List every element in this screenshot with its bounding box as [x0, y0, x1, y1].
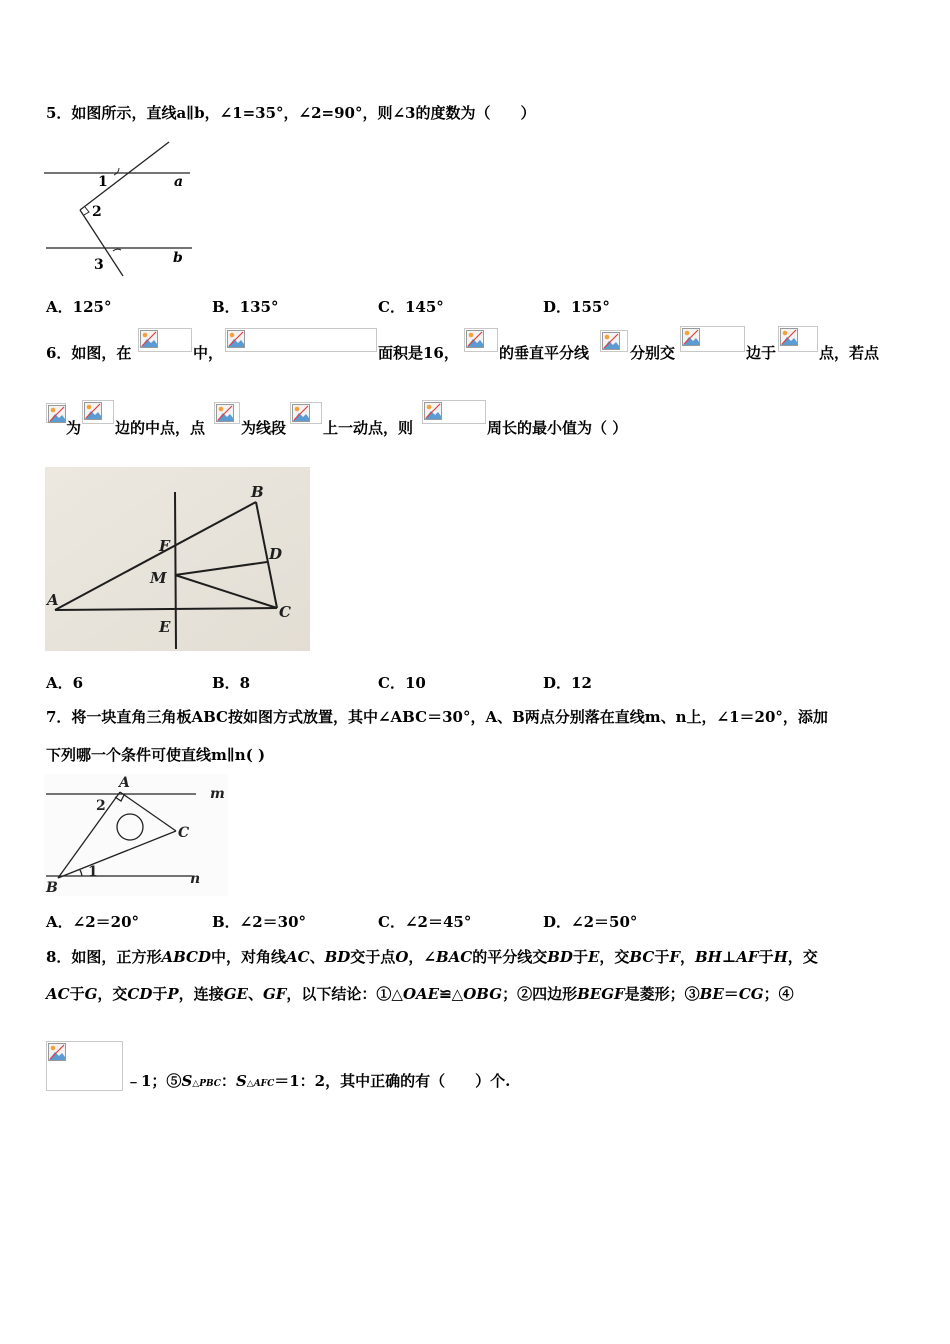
q8-math: BAC	[435, 948, 473, 966]
q8-text: ；②四边形	[502, 985, 578, 1003]
q8-subscript: △PBC	[192, 1079, 221, 1089]
q6-label-d: D	[269, 545, 283, 563]
q8-text: ，交	[787, 948, 818, 966]
q8-text: ，交	[97, 985, 128, 1003]
q5-option-d: D．155°	[543, 298, 610, 316]
q8-subscript: △AFC	[246, 1079, 275, 1089]
q8-math: GE	[223, 985, 248, 1003]
q7-label-n: n	[190, 871, 201, 887]
q5-figure	[42, 138, 197, 280]
q8-math: H	[773, 948, 788, 966]
q6-text-7: 点，若点	[819, 344, 880, 362]
q5-label-2: 2	[92, 204, 102, 220]
q6-label-a: A	[47, 591, 59, 609]
q8-text: ，∠	[408, 948, 436, 966]
q6-label-e: E	[159, 618, 171, 636]
q7-figure	[44, 774, 228, 896]
q8-text: ＝1：2，其中正确的有（ ）个.	[274, 1072, 511, 1090]
broken-image	[680, 326, 745, 352]
broken-image	[422, 400, 486, 424]
q8-math: OBG	[463, 985, 503, 1003]
q8-text: ，	[679, 948, 695, 966]
q6-text-10: 为线段	[241, 419, 287, 437]
q6-label-m: M	[150, 569, 167, 587]
q5-label-b: b	[173, 250, 183, 266]
q8-math: BD	[547, 948, 573, 966]
q6-text-5: 分别交	[630, 344, 676, 362]
q8-text: 、	[247, 985, 263, 1003]
q8-math: F	[669, 948, 680, 966]
q8-math: BC	[629, 948, 655, 966]
broken-image	[464, 328, 498, 352]
q8-text: 的平分线交	[472, 948, 548, 966]
q8-text: ，连接	[178, 985, 224, 1003]
broken-image-icon	[48, 1043, 66, 1061]
q8-text: 是菱形；③	[624, 985, 700, 1003]
q5-label-3: 3	[94, 257, 104, 273]
q7-option-a: A．∠2＝20°	[46, 913, 140, 931]
q8-text: 交于点	[350, 948, 396, 966]
q5-option-a: A．125°	[46, 298, 112, 316]
q8-math: S	[181, 1072, 193, 1090]
q5-option-b: B．135°	[212, 298, 279, 316]
q7-label-c: C	[178, 825, 190, 841]
q8-text: 于	[69, 985, 85, 1003]
q8-text: 8．如图，正方形	[46, 948, 162, 966]
q8-math: BE	[699, 985, 724, 1003]
q6-figure	[45, 467, 310, 651]
broken-image	[600, 330, 628, 352]
broken-image-icon	[780, 328, 798, 346]
q8-text: 于	[572, 948, 588, 966]
q8-line3	[126, 1070, 510, 1091]
q8-math: AF	[736, 948, 759, 966]
q8-math: O	[395, 948, 409, 966]
q8-math: ABCD	[161, 948, 211, 966]
q8-text: 于	[758, 948, 774, 966]
q8-text: ：	[220, 1072, 236, 1090]
q8-math: CG	[738, 985, 764, 1003]
q8-math: BEGF	[577, 985, 625, 1003]
broken-image	[778, 326, 818, 352]
q7-option-b: B．∠2＝30°	[212, 913, 307, 931]
q8-text: ＝	[723, 985, 739, 1003]
broken-image	[290, 402, 322, 424]
q7-option-c: C．∠2＝45°	[378, 913, 472, 931]
q5-label-1: 1	[98, 174, 108, 190]
broken-image-icon	[227, 330, 245, 348]
q6-text-9: 边的中点，点	[115, 419, 206, 437]
broken-image	[46, 403, 66, 423]
q8-math: OAE	[402, 985, 440, 1003]
broken-image	[214, 402, 240, 424]
q6-text-4: 的垂直平分线	[499, 344, 590, 362]
q8-text: ，交	[599, 948, 630, 966]
broken-image-icon	[424, 402, 442, 420]
q8-math: G	[84, 985, 98, 1003]
q6-text-11: 上一动点，则	[323, 419, 414, 437]
q8-text: 、	[309, 948, 325, 966]
q8-text: ≌△	[439, 985, 464, 1003]
q8-line2	[46, 983, 794, 1004]
q8-math: GF	[262, 985, 287, 1003]
q5-stem: 5．如图所示，直线a∥b，∠1=35°，∠2=90°，则∠3的度数为（ ）	[46, 104, 536, 122]
q6-option-c: C．10	[378, 674, 426, 692]
q7-label-b: B	[46, 880, 58, 896]
q6-label-c: C	[279, 603, 291, 621]
q6-text-3: 面积是16，	[378, 344, 459, 362]
q7-option-d: D．∠2＝50°	[543, 913, 638, 931]
q6-label-f: F	[159, 537, 170, 555]
q8-math: P	[167, 985, 179, 1003]
q6-text-2: 中，	[193, 344, 224, 362]
broken-image-icon	[682, 328, 700, 346]
q8-math: S	[235, 1072, 247, 1090]
broken-image	[138, 328, 192, 352]
broken-image-icon	[466, 330, 484, 348]
q6-text-8: 为	[66, 419, 82, 437]
q5-label-a: a	[174, 174, 184, 190]
broken-image-icon	[216, 404, 234, 422]
broken-image	[225, 328, 377, 352]
q8-text: 于	[152, 985, 168, 1003]
q6-label-b: B	[251, 483, 264, 501]
q7-label-a: A	[119, 775, 130, 791]
broken-image-icon	[602, 332, 620, 350]
q8-math: CD	[127, 985, 153, 1003]
q6-option-b: B．8	[212, 674, 251, 692]
q8-text: ⊥	[721, 948, 737, 966]
q8-line1	[46, 946, 818, 967]
broken-image-icon	[140, 330, 158, 348]
q6-option-d: D．12	[543, 674, 592, 692]
broken-image-icon	[292, 404, 310, 422]
q8-text: 中，对角线	[211, 948, 287, 966]
q7-label-m: m	[210, 786, 225, 802]
q7-stem-line2: 下列哪一个条件可使直线m∥n( )	[46, 746, 266, 764]
broken-image-icon	[84, 402, 102, 420]
q8-math: BD	[324, 948, 351, 966]
q6-option-a: A．6	[46, 674, 84, 692]
q8-math: E	[587, 948, 600, 966]
q8-text: 于	[654, 948, 670, 966]
q8-text: ，以下结论：①△	[286, 985, 403, 1003]
q8-math: AC	[46, 985, 70, 1003]
q7-stem-line1: 7．将一块直角三角板ABC按如图方式放置，其中∠ABC＝30°，A、B两点分别落在直线m、n上，∠1＝20°，添加	[46, 708, 828, 726]
q7-label-2: 2	[96, 798, 106, 814]
q8-math: AC	[286, 948, 310, 966]
q6-text-12: 周长的最小值为（ ）	[487, 419, 628, 437]
q8-math: BH	[695, 948, 722, 966]
q5-option-c: C．145°	[378, 298, 444, 316]
broken-image	[46, 1041, 123, 1091]
broken-image	[82, 400, 114, 424]
q6-text-6: 边于	[746, 344, 777, 362]
q8-text: ﹣1；⑤	[126, 1072, 182, 1090]
q8-text: ；④	[763, 985, 794, 1003]
broken-image-icon	[48, 405, 66, 423]
q7-label-1: 1	[88, 864, 98, 880]
q6-text-1: 6．如图，在	[46, 344, 132, 362]
